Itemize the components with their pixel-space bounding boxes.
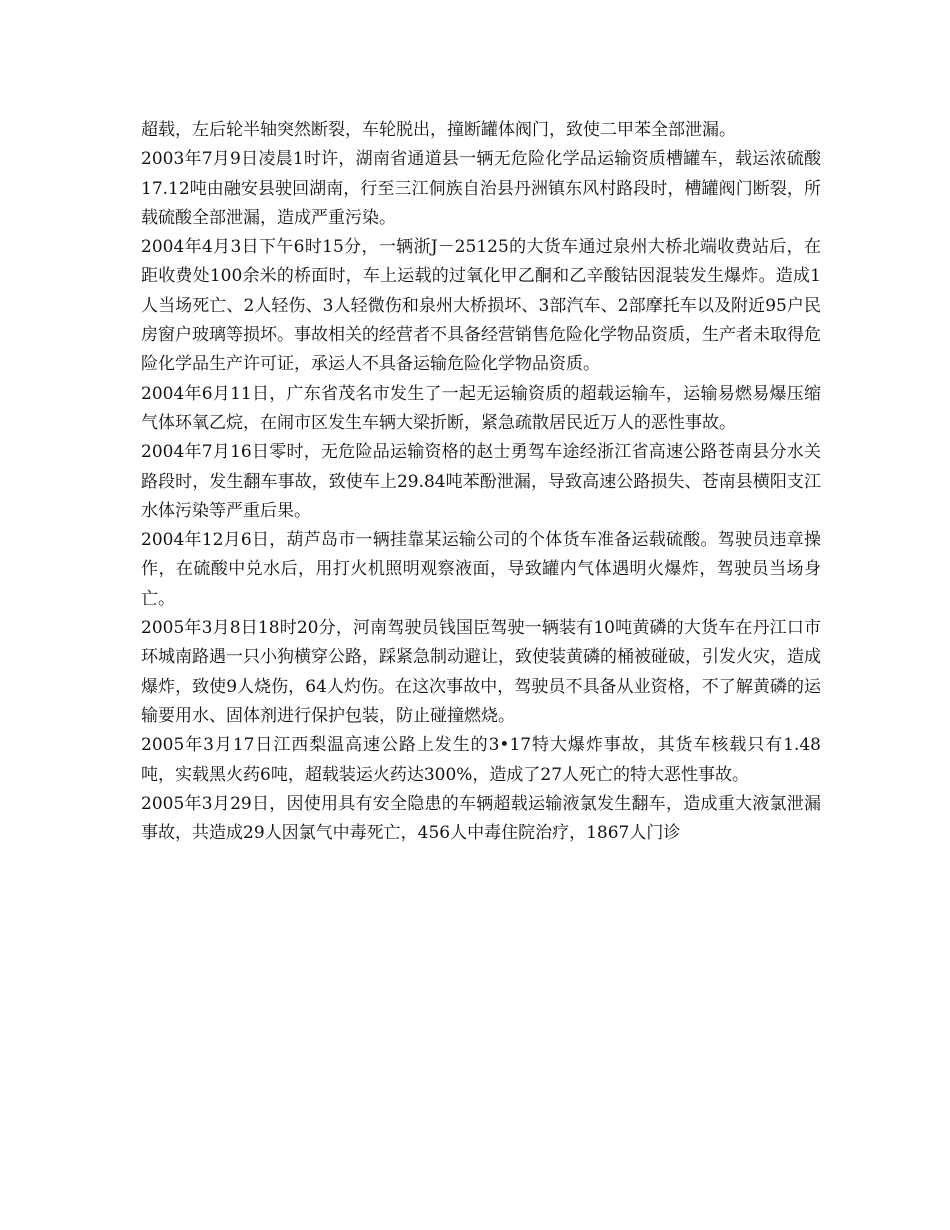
paragraph-xylene-leak: 超载，左后轮半轴突然断裂，车轮脱出，撞断罐体阀门，致使二甲苯全部泄漏。 (141, 120, 736, 140)
paragraph-2005-yellow-phosphorus: 2005年3月8日18时20分，河南驾驶员钱国臣驾驶一辆装有10吨黄磷的大货车在丹江口市环城南路遇一只小狗横穿公路，踩紧急制动避让，致使装黄磷的桶被碰破，引发火灾，造成爆炸，致使9人烧伤，64人灼伤。在这次事故中，驾驶员不具备从业资格，不了解黄磷的运输要用水、固体剂进行保护包装，防止碰撞燃烧。 (141, 618, 821, 726)
paragraph-2004-huludao: 2004年12月6日，葫芦岛市一辆挂靠某运输公司的个体货车准备运载硫酸。驾驶员违章操作，在硫酸中兑水后，用打火机照明观察液面，导致罐内气体遇明火爆炸，驾驶员当场身亡。 (141, 530, 821, 609)
paragraph-2004-quanzhou-explosion: 2004年4月3日下午6时15分，一辆浙J－25125的大货车通过泉州大桥北端收费站后，在距收费处100余米的桥面时，车上运载的过氧化甲乙酮和乙辛酸钴因混装发生爆炸。造成1人当场死亡、2人轻伤、3人轻微伤和泉州大桥损坏、3部汽车、2部摩托车以及附近95户民房窗户玻璃等损坏。事故相关的经营者不具备经营销售危险化学物品资质，生产者未取得危险化学品生产许可证，承运人不具备运输危险化学物品资质。 (141, 237, 821, 375)
document-body (141, 116, 821, 848)
paragraph-2005-jiangxi-explosion: 2005年3月17日江西梨温高速公路上发生的3•17特大爆炸事故，其货车核载只有1.48吨，实载黑火药6吨，超载装运火药达300%，造成了27人死亡的特大恶性事故。 (141, 735, 821, 785)
paragraph-2004-phenol-leak: 2004年7月16日零时，无危险品运输资格的赵士勇驾车途经浙江省高速公路苍南县分水关路段时，发生翻车事故，致使车上29.84吨苯酚泄漏，导致高速公路损失、苍南县横阳支江水体污染等严重后果。 (141, 442, 821, 521)
paragraph-2005-chlorine-leak: 2005年3月29日，因使用具有安全隐患的车辆超载运输液氯发生翻车，造成重大液氯泄漏事故，共造成29人因氯气中毒死亡，456人中毒住院治疗，1867人门诊 (141, 793, 821, 844)
paragraph-2004-maoming: 2004年6月11日，广东省茂名市发生了一起无运输资质的超载运输车，运输易燃易爆压缩气体环氧乙烷，在闹市区发生车辆大梁折断，紧急疏散居民近万人的恶性事故。 (141, 383, 821, 433)
paragraph-2003-sulfuric-acid: 2003年7月9日凌晨1时许，湖南省通道县一辆无危险化学品运输资质槽罐车，载运浓硫酸17.12吨由融安县驶回湖南，行至三江侗族自治县丹洲镇东风村路段时，槽罐阀门断裂，所载硫酸全部泄漏，造成严重污染。 (141, 149, 821, 228)
